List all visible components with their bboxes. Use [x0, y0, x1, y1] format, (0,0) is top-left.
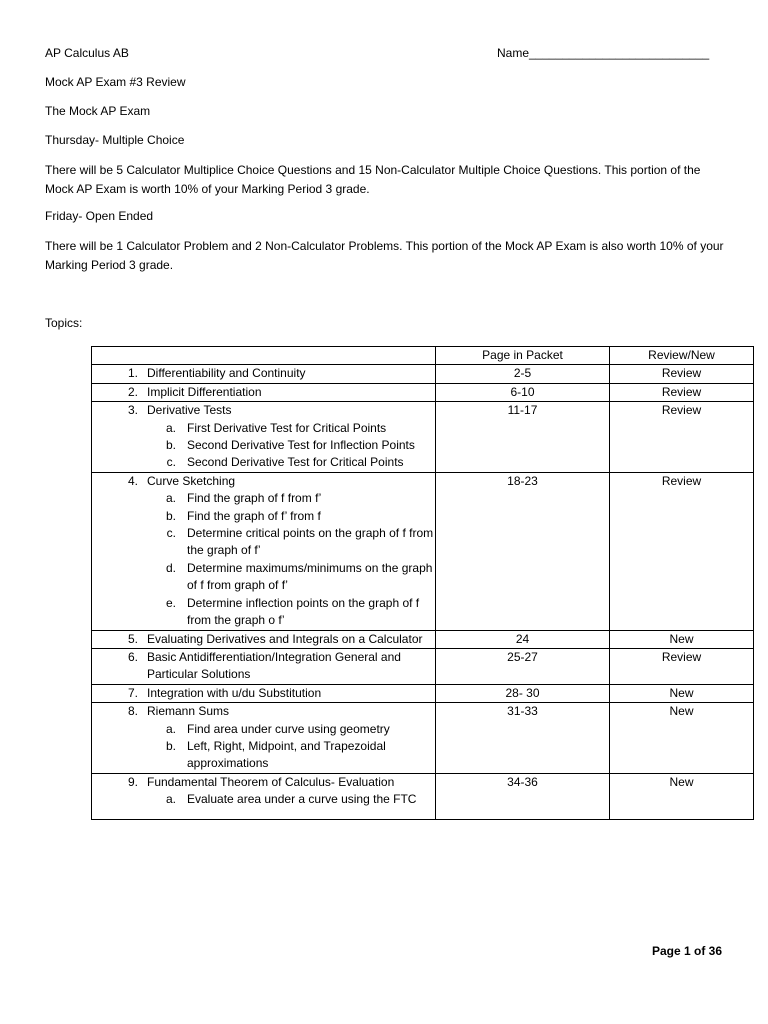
- header-topic: [92, 347, 436, 365]
- table-row: [92, 648, 754, 684]
- subtopic-letter: c.: [166, 526, 176, 541]
- page-in-packet-cell: 31-33: [436, 703, 610, 774]
- subtopic-item: [92, 595, 435, 630]
- header-review-new: Review/New: [610, 347, 754, 365]
- topic-cell: [92, 648, 436, 684]
- subtopic-letter: a.: [165, 721, 176, 736]
- topic-number: 3.: [127, 403, 138, 418]
- topic-title: Basic Antidifferentiation/Integration General and Particular Solutions: [147, 649, 401, 682]
- review-new-cell: New: [610, 630, 754, 648]
- thursday-heading: Thursday- Multiple Choice: [45, 133, 185, 147]
- subtopic-item: [92, 508, 435, 525]
- topic-title: Evaluating Derivatives and Integrals on a Calculator: [147, 631, 423, 646]
- subtopic-item: [92, 560, 435, 595]
- subtopic-text: First Derivative Test for Critical Points: [187, 420, 387, 435]
- subtopic-item: [92, 490, 435, 507]
- topic-title: Fundamental Theorem of Calculus- Evaluation: [147, 774, 395, 789]
- topic-cell: [92, 773, 436, 819]
- topic-cell: [92, 703, 436, 774]
- topic-cell: [92, 365, 436, 383]
- subtopic-item: [92, 525, 435, 560]
- topic-number: 8.: [127, 704, 138, 719]
- table-row: [92, 630, 754, 648]
- topic-number: 9.: [127, 774, 138, 789]
- subtopic-text: Determine inflection points on the graph of f from the graph o f’: [187, 595, 420, 628]
- subtopic-item: [92, 437, 435, 454]
- subtopic-item: [92, 454, 435, 471]
- page-in-packet-cell: 28- 30: [436, 684, 610, 702]
- subtopic-text: Find the graph of f from f’: [187, 491, 322, 506]
- table-row: [92, 365, 754, 383]
- subtopic-letter: d.: [165, 560, 176, 575]
- subtopic-letter: b.: [165, 438, 176, 453]
- review-new-cell: New: [610, 773, 754, 819]
- friday-heading: Friday- Open Ended: [45, 209, 154, 223]
- topic-number: 7.: [127, 685, 138, 700]
- subtopic-item: [92, 420, 435, 437]
- friday-description: There will be 1 Calculator Problem and 2 Non-Calculator Problems. This portion of the Mock AP Exam is also worth 10% of your Marking Period 3 grade.: [45, 239, 724, 272]
- name-field-label: Name___________________________: [497, 46, 710, 60]
- topic-title: Riemann Sums: [147, 704, 230, 719]
- topics-label: Topics:: [45, 316, 83, 330]
- course-title: AP Calculus AB: [45, 46, 129, 60]
- subtopic-letter: e.: [165, 595, 176, 610]
- page-in-packet-cell: 24: [436, 630, 610, 648]
- subtopic-letter: a.: [165, 420, 176, 435]
- page-number: Page 1 of 36: [651, 944, 722, 958]
- table-header-row: [92, 347, 754, 365]
- review-new-cell: New: [610, 703, 754, 774]
- subtopic-text: Determine maximums/minimums on the graph of f from graph of f’: [187, 560, 433, 593]
- subtopic-text: Find area under curve using geometry: [187, 721, 390, 736]
- subtopic-letter: b.: [165, 508, 176, 523]
- subtopic-text: Left, Right, Midpoint, and Trapezoidal approximations: [187, 738, 386, 771]
- subtopic-letter: a.: [165, 792, 176, 807]
- review-new-cell: Review: [610, 365, 754, 383]
- topic-cell: [92, 383, 436, 401]
- topic-number: 6.: [127, 649, 138, 664]
- page-in-packet-cell: 2-5: [436, 365, 610, 383]
- table-row: [92, 703, 754, 774]
- page-in-packet-cell: 6-10: [436, 383, 610, 401]
- topics-table: [91, 346, 754, 820]
- review-new-cell: Review: [610, 383, 754, 401]
- topic-cell: [92, 630, 436, 648]
- document-title: Mock AP Exam #3 Review: [45, 75, 186, 89]
- topic-title: Derivative Tests: [147, 403, 232, 418]
- subtopic-letter: b.: [165, 738, 176, 753]
- table-row: [92, 684, 754, 702]
- topic-title: Differentiability and Continuity: [147, 366, 306, 381]
- exam-subtitle: The Mock AP Exam: [45, 104, 151, 118]
- page-in-packet-cell: 11-17: [436, 402, 610, 473]
- review-new-cell: Review: [610, 472, 754, 630]
- subtopic-letter: a.: [165, 491, 176, 506]
- subtopic-item: [92, 738, 435, 773]
- table-row: [92, 773, 754, 819]
- subtopic-text: Determine critical points on the graph of f from the graph of f’: [187, 526, 434, 558]
- thursday-description: There will be 5 Calculator Multiplice Choice Questions and 15 Non-Calculator Multiple Choice Questions. This portion of the Mock AP Exam is worth 10% of your Marking Period 3 grade.: [45, 163, 701, 196]
- topic-cell: [92, 472, 436, 630]
- subtopic-text: Evaluate area under a curve using the FTC: [187, 792, 417, 807]
- subtopic-letter: c.: [166, 455, 176, 470]
- review-new-cell: Review: [610, 402, 754, 473]
- topic-cell: [92, 402, 436, 473]
- topic-cell: [92, 684, 436, 702]
- table-row: [92, 472, 754, 630]
- page-in-packet-cell: 34-36: [436, 773, 610, 819]
- topic-title: Curve Sketching: [147, 473, 236, 488]
- review-new-cell: New: [610, 684, 754, 702]
- header-page-in-packet: Page in Packet: [436, 347, 610, 365]
- topic-title: Integration with u/du Substitution: [147, 685, 322, 700]
- table-row: [92, 383, 754, 401]
- topic-number: 1.: [127, 366, 138, 381]
- subtopic-item: [92, 721, 435, 738]
- page-in-packet-cell: 18-23: [436, 472, 610, 630]
- topic-number: 4.: [127, 473, 138, 488]
- subtopic-text: Second Derivative Test for Critical Points: [187, 455, 404, 470]
- subtopic-item: [92, 791, 435, 808]
- table-row: [92, 402, 754, 473]
- topic-title: Implicit Differentiation: [147, 384, 262, 399]
- topic-number: 5.: [127, 631, 138, 646]
- subtopic-text: Second Derivative Test for Inflection Points: [187, 438, 415, 453]
- subtopic-text: Find the graph of f’ from f: [187, 508, 321, 523]
- topic-number: 2.: [127, 384, 138, 399]
- review-new-cell: Review: [610, 648, 754, 684]
- page-in-packet-cell: 25-27: [436, 648, 610, 684]
